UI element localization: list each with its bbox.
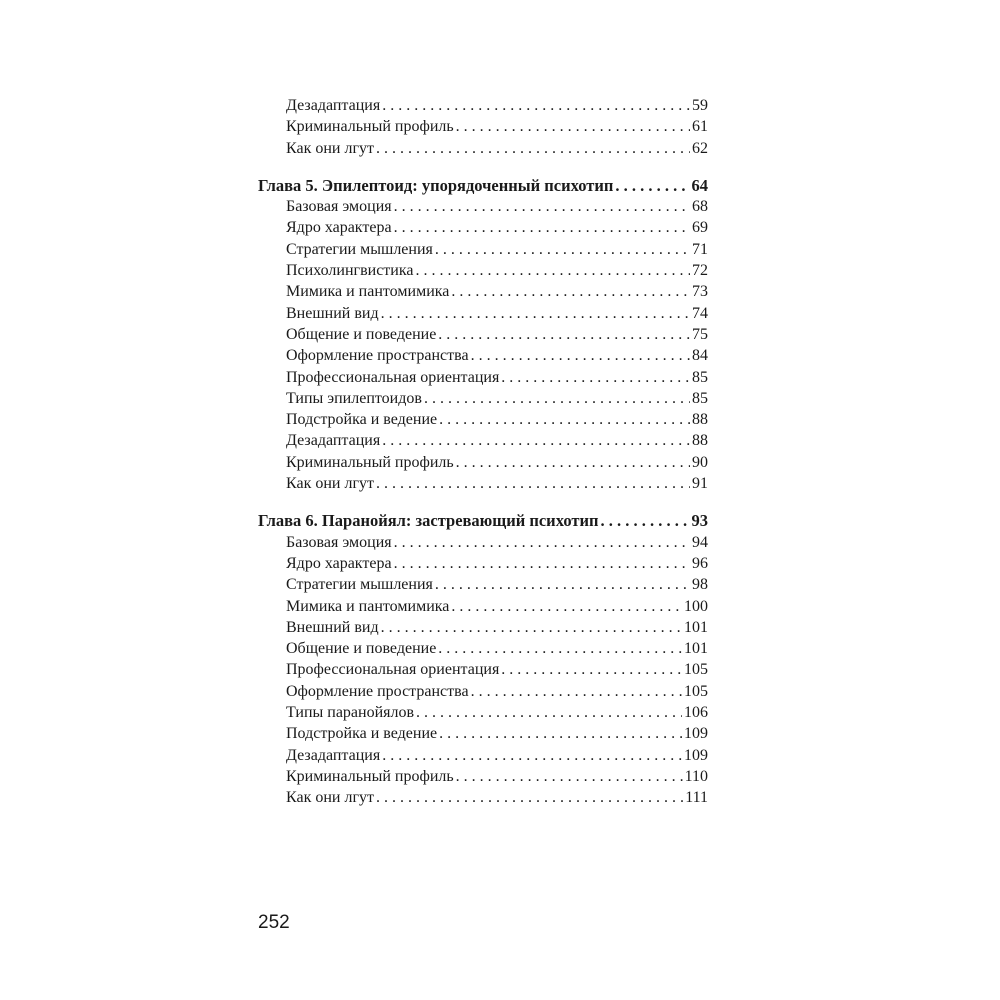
toc-entry [258, 596, 708, 617]
toc-entry-page: 72 [692, 262, 708, 280]
dot-leader [451, 596, 682, 617]
toc-entry-title: Криминальный профиль [286, 767, 454, 785]
toc-entry-title: Как они лгут [286, 789, 374, 807]
toc-entry-page: 90 [692, 453, 708, 471]
toc-entry-title: Профессиональная ориентация [286, 661, 500, 679]
toc-entry-title: Профессиональная ориентация [286, 368, 500, 386]
toc-entry [258, 95, 708, 116]
dot-leader [471, 345, 690, 366]
toc-entry [258, 409, 708, 430]
toc-chapter-5 [258, 175, 708, 196]
dot-leader [382, 95, 690, 116]
dot-leader [415, 260, 690, 281]
toc-entry-title: Дезадаптация [286, 97, 381, 114]
toc-entry-page: 101 [684, 618, 708, 636]
toc-entry-page: 62 [692, 139, 708, 157]
toc-entry [258, 787, 708, 808]
dot-leader [439, 409, 690, 430]
dot-leader [456, 116, 690, 137]
toc-entry-page: 106 [684, 704, 708, 722]
toc-entry-page: 75 [692, 325, 708, 343]
toc-entry-title: Стратегии мышления [286, 240, 433, 258]
toc-entry-page: 105 [684, 661, 708, 679]
toc-entry-title: Оформление пространства [286, 682, 469, 700]
toc-entry [258, 345, 708, 366]
dot-leader [394, 553, 690, 574]
dot-leader [435, 574, 690, 595]
toc-entry [258, 553, 708, 574]
toc-entry [258, 196, 708, 217]
chapter-page: 64 [691, 175, 708, 195]
toc-entry [258, 452, 708, 473]
toc-entry-page: 98 [692, 576, 708, 594]
toc-entry-page: 61 [692, 118, 708, 136]
toc-entry-title: Внешний вид [286, 304, 379, 322]
dot-leader [501, 659, 682, 680]
toc-entry [258, 303, 708, 324]
toc-entry-title: Общение и поведение [286, 325, 437, 343]
toc-entry-title: Типы паранойялов [286, 704, 415, 722]
toc-entry-title: Подстройка и ведение [286, 725, 438, 743]
dot-leader [382, 430, 690, 451]
toc-entry [258, 217, 708, 238]
toc-entry-page: 68 [692, 198, 708, 216]
dot-leader [439, 723, 682, 744]
toc-entry-title: Мимика и пантомимика [286, 597, 450, 615]
toc-entry [258, 638, 708, 659]
toc-entry-page: 96 [692, 554, 708, 572]
toc-entry-title: Подстройка и ведение [286, 411, 438, 429]
toc-entry-title: Стратегии мышления [286, 576, 433, 594]
toc-entry-title: Ядро характера [286, 554, 392, 572]
dot-leader [600, 510, 689, 531]
toc-entry-title: Психолингвистика [286, 262, 414, 280]
chapter-title: Глава 5. Эпилептоид: упорядоченный психотип [258, 175, 614, 195]
toc-entry [258, 116, 708, 137]
toc-entry-title: Оформление пространства [286, 347, 469, 365]
toc-entry-page: 105 [684, 682, 708, 700]
toc-entry [258, 659, 708, 680]
toc-entry [258, 617, 708, 638]
dot-leader [438, 324, 690, 345]
toc-entry-page: 101 [684, 640, 708, 658]
toc-entry-title: Ядро характера [286, 219, 392, 237]
toc-entry [258, 281, 708, 302]
toc-entry [258, 532, 708, 553]
toc-entry [258, 138, 708, 159]
toc-entry [258, 473, 708, 494]
toc-entry-page: 73 [692, 283, 708, 301]
toc-entry-page: 84 [692, 347, 708, 365]
dot-leader [394, 196, 690, 217]
dot-leader [376, 138, 690, 159]
dot-leader [382, 745, 682, 766]
toc-entry-title: Криминальный профиль [286, 118, 454, 136]
toc-entry [258, 367, 708, 388]
dot-leader [451, 281, 690, 302]
dot-leader [381, 617, 682, 638]
toc-entry [258, 702, 708, 723]
toc-entry-title: Базовая эмоция [286, 533, 392, 551]
toc-entry-title: Базовая эмоция [286, 198, 392, 216]
toc-entry [258, 681, 708, 702]
toc-entry-page: 85 [692, 389, 708, 407]
toc-entry-page: 59 [692, 97, 708, 114]
table-of-contents [258, 95, 708, 809]
dot-leader [456, 766, 683, 787]
toc-entry-title: Как они лгут [286, 139, 374, 157]
dot-leader [424, 388, 690, 409]
dot-leader [376, 473, 690, 494]
toc-entry [258, 430, 708, 451]
section-gap [258, 159, 708, 175]
chapter-page: 93 [691, 511, 708, 531]
toc-entry [258, 574, 708, 595]
dot-leader [615, 175, 689, 196]
toc-entry-title: Как они лгут [286, 475, 374, 493]
dot-leader [416, 702, 682, 723]
dot-leader [471, 681, 682, 702]
page-number: 252 [258, 912, 290, 933]
toc-entry-title: Общение и поведение [286, 640, 437, 658]
toc-entry [258, 745, 708, 766]
toc-entry-page: 110 [684, 767, 708, 785]
toc-entry-page: 85 [692, 368, 708, 386]
toc-entry-title: Типы эпилептоидов [286, 389, 422, 407]
toc-entry-page: 100 [684, 597, 708, 615]
toc-entry-page: 74 [692, 304, 708, 322]
chapter-title: Глава 6. Паранойял: застревающий психотип [258, 511, 599, 531]
toc-entry-title: Дезадаптация [286, 432, 381, 450]
dot-leader [394, 532, 690, 553]
dot-leader [438, 638, 682, 659]
toc-chapter-6 [258, 510, 708, 531]
toc-entry [258, 766, 708, 787]
toc-entry [258, 324, 708, 345]
toc-entry [258, 239, 708, 260]
dot-leader [394, 217, 690, 238]
toc-entry [258, 723, 708, 744]
dot-leader [456, 452, 690, 473]
toc-entry-page: 109 [684, 725, 708, 743]
dot-leader [381, 303, 690, 324]
section-gap [258, 494, 708, 510]
toc-entry [258, 260, 708, 281]
toc-entry-page: 91 [692, 475, 708, 493]
toc-entry-page: 111 [685, 789, 708, 807]
toc-entry-page: 88 [692, 411, 708, 429]
toc-entry-title: Внешний вид [286, 618, 379, 636]
toc-entry-page: 88 [692, 432, 708, 450]
toc-entry-page: 71 [692, 240, 708, 258]
toc-entry-page: 94 [692, 533, 708, 551]
toc-entry-page: 69 [692, 219, 708, 237]
toc-entry-title: Дезадаптация [286, 746, 381, 764]
dot-leader [435, 239, 690, 260]
toc-entry-title: Мимика и пантомимика [286, 283, 450, 301]
toc-entry [258, 388, 708, 409]
toc-entry-title: Криминальный профиль [286, 453, 454, 471]
dot-leader [376, 787, 683, 808]
dot-leader [501, 367, 690, 388]
toc-entry-page: 109 [684, 746, 708, 764]
